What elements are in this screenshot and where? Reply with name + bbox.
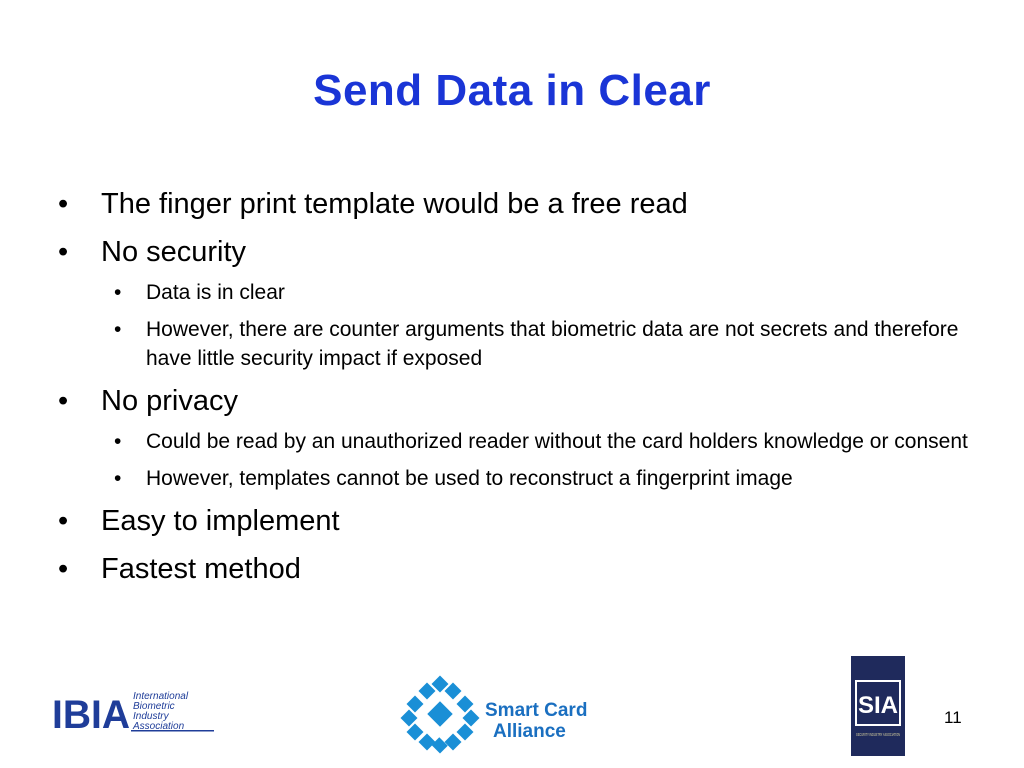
page-number: 11 [944, 708, 962, 727]
ibia-logo [52, 690, 214, 737]
sia-logo-tagline: SECURITY INDUSTRY ASSOCIATION [856, 732, 900, 737]
smart-card-alliance-emblem-icon [401, 676, 480, 754]
bullet-item: • No security [58, 234, 998, 270]
bullet-item: • Easy to implement [58, 503, 998, 539]
slide-title: Send Data in Clear [313, 66, 711, 115]
ibia-logo-line-1: International [133, 691, 189, 702]
smart-card-alliance-line-1: Smart Card [485, 700, 588, 721]
smart-card-alliance-logo [401, 676, 601, 752]
ibia-logo-line-3: Industry [133, 711, 169, 722]
sub-bullet-item: • Could be read by an unauthorized reader without the card holders knowledge or consent [58, 427, 998, 456]
sub-bullet-item: • However, templates cannot be used to reconstruct a fingerprint image [58, 464, 998, 493]
ibia-logo-line-4: Association [133, 721, 185, 732]
ibia-logo-mark: IBIA [52, 693, 130, 737]
bullet-item: • The finger print template would be a free read [58, 186, 998, 222]
ibia-logo-line-2: Biometric [133, 701, 175, 712]
sub-bullet-item: • Data is in clear [58, 278, 998, 307]
sia-logo [851, 656, 905, 756]
sub-bullet-item: • However, there are counter arguments that biometric data are not secrets and therefore have little security impact if exposed [58, 315, 998, 373]
sia-logo-mark: SIA [857, 692, 899, 719]
bullet-item: • Fastest method [58, 551, 998, 587]
bullet-list [58, 186, 998, 599]
smart-card-alliance-line-2: Alliance [493, 721, 566, 742]
bullet-item: • No privacy [58, 383, 998, 419]
